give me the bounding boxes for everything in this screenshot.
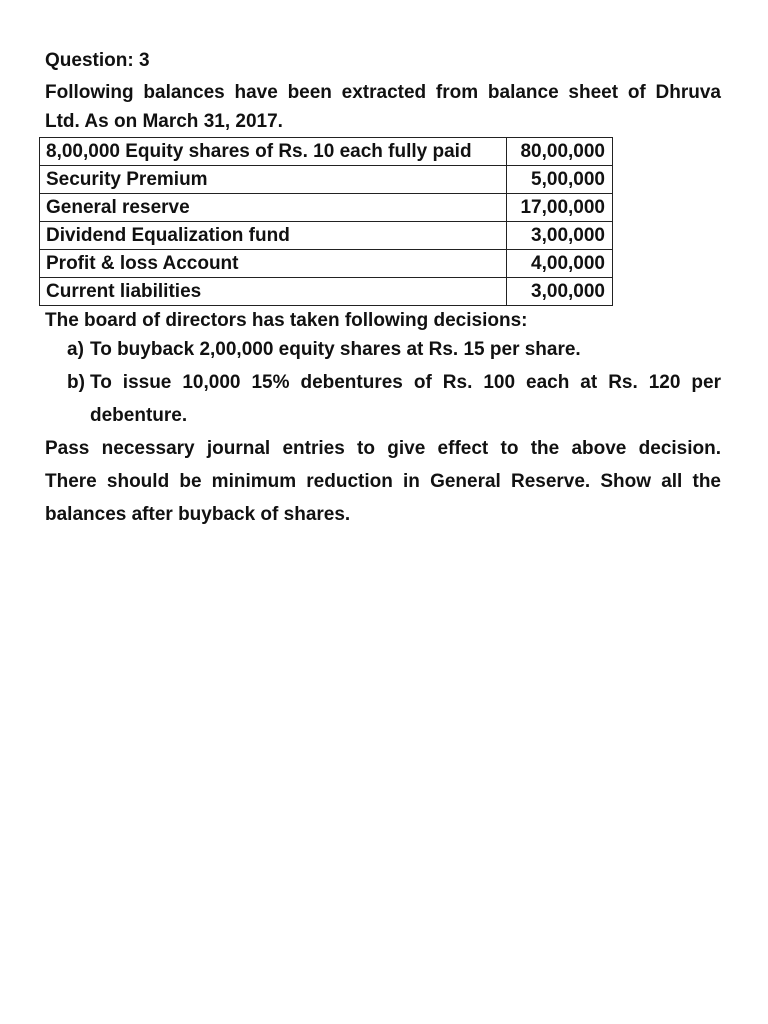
list-marker: a) bbox=[67, 339, 84, 360]
question-title: Question: 3 bbox=[45, 50, 150, 71]
table-row bbox=[40, 250, 613, 278]
row-label: 8,00,000 Equity shares of Rs. 10 each fully paid bbox=[40, 138, 507, 166]
row-label: General reserve bbox=[40, 194, 507, 222]
row-label: Profit & loss Account bbox=[40, 250, 507, 278]
table-row bbox=[40, 166, 613, 194]
row-amount: 5,00,000 bbox=[507, 166, 613, 194]
row-amount: 4,00,000 bbox=[507, 250, 613, 278]
balances-table bbox=[39, 137, 613, 306]
document-page bbox=[45, 48, 721, 531]
intro-line-2: Ltd. As on March 31, 2017. bbox=[45, 111, 283, 132]
instructions-line-3: balances after buyback of shares. bbox=[45, 504, 351, 525]
decision-text: To buyback 2,00,000 equity shares at Rs. 15 per share. bbox=[90, 339, 581, 360]
instructions-line-2: There should be minimum reduction in General Reserve. Show all the bbox=[45, 471, 721, 492]
table-row bbox=[40, 222, 613, 250]
list-marker: b) bbox=[67, 372, 85, 393]
decision-text: To issue 10,000 15% debentures of Rs. 100 each at Rs. 120 per bbox=[90, 372, 721, 393]
table-row bbox=[40, 194, 613, 222]
row-amount: 17,00,000 bbox=[507, 194, 613, 222]
row-amount: 80,00,000 bbox=[507, 138, 613, 166]
intro-line-1: Following balances have been extracted from balance sheet of Dhruva bbox=[45, 82, 721, 103]
row-amount: 3,00,000 bbox=[507, 222, 613, 250]
row-label: Current liabilities bbox=[40, 278, 507, 306]
table-row bbox=[40, 278, 613, 306]
decision-item-b-continued: debenture. bbox=[90, 405, 188, 426]
row-amount: 3,00,000 bbox=[507, 278, 613, 306]
decisions-intro: The board of directors has taken following decisions: bbox=[45, 310, 528, 331]
row-label: Dividend Equalization fund bbox=[40, 222, 507, 250]
table-row bbox=[40, 138, 613, 166]
decision-item-b bbox=[67, 368, 721, 397]
decision-item-a bbox=[67, 335, 721, 364]
row-label: Security Premium bbox=[40, 166, 507, 194]
instructions-line-1: Pass necessary journal entries to give effect to the above decision. bbox=[45, 438, 721, 459]
instructions bbox=[45, 432, 721, 531]
